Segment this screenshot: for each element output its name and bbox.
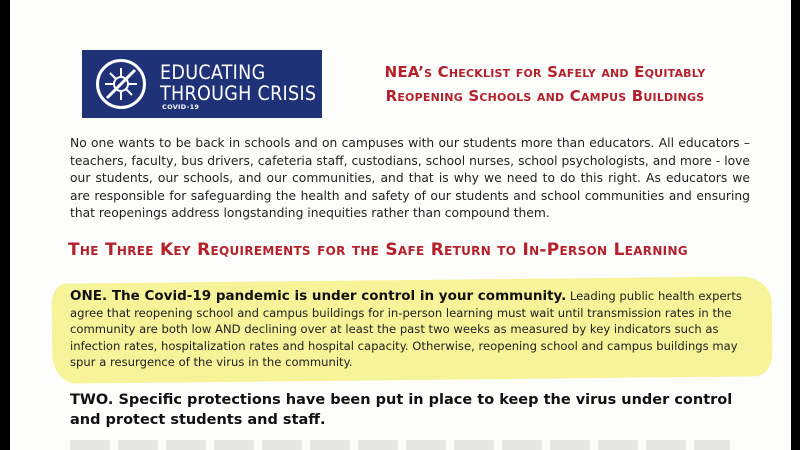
document-page bbox=[10, 0, 791, 450]
requirement-one-lead: ONE. The Covid-19 pandemic is under control in your community. bbox=[70, 288, 567, 304]
cut-off-text-line bbox=[70, 440, 730, 450]
intro-paragraph: No one wants to be back in schools and on campuses with our students more than educators. All educators – teachers, faculty, bus drivers, cafeteria staff, custodians, school nurses, school psychologists, and more - love our students, our schools, and our communities, and that is why we need to do this right. As educators we are responsible for safeguarding the health and safety of our students and school communities and ensuring that reopenings address longstanding inequities rather than compound them. bbox=[70, 136, 750, 220]
logo-subtext: COVID-19 bbox=[162, 103, 200, 111]
requirements-heading: The Three Key Requirements for the Safe Return to In-Person Learning bbox=[68, 240, 688, 260]
requirement-one-body: Leading public health experts agree that reopening school and campus buildings for in-person learning must wait until transmission rates in the community are both low AND declining over at least the past two weeks as measured by key indicators such as infection rates, hospitalization rates and hospital capacity. Otherwise, reopening school and campus buildings may spur a resurgence of the virus in the community. bbox=[70, 289, 742, 369]
checklist-title-line1: NEA’s Checklist for Safely and Equitably bbox=[384, 63, 706, 81]
virus-icon bbox=[99, 62, 143, 106]
educating-through-crisis-logo bbox=[82, 50, 322, 118]
checklist-title bbox=[340, 60, 750, 108]
logo-text-line2: THROUGH CRISIS bbox=[160, 82, 317, 105]
checklist-title-line2: Reopening Schools and Campus Buildings bbox=[385, 87, 705, 105]
requirement-two: TWO. Specific protections have been put in place to keep the virus under control and protect students and staff. bbox=[70, 392, 733, 428]
logo-text-line1: EDUCATING bbox=[160, 61, 266, 84]
requirement-one bbox=[70, 288, 750, 371]
